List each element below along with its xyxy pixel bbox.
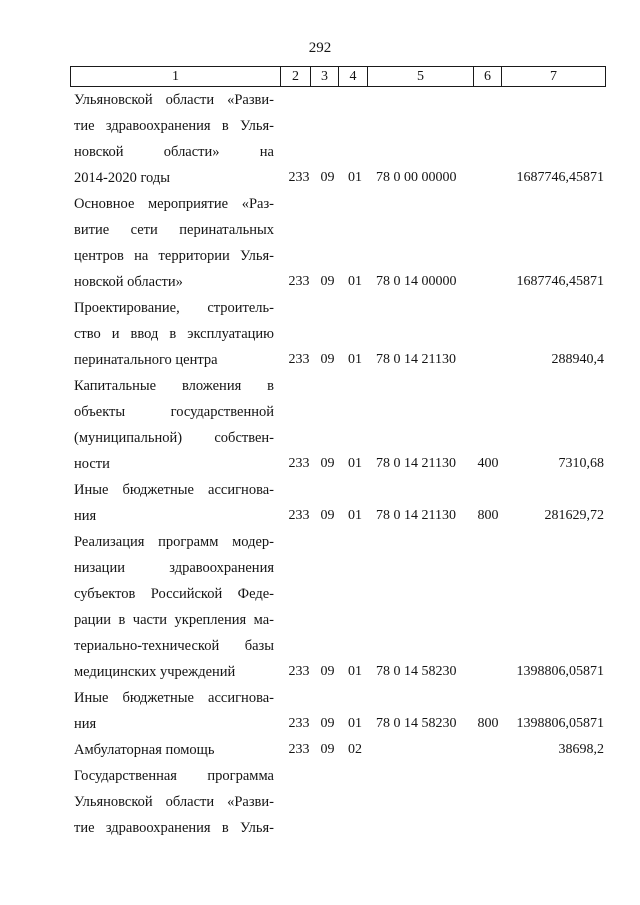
row-description: ство и ввод в эксплуатацию [74, 326, 274, 342]
cell-col-3: 09 [320, 664, 335, 679]
row-line [0, 165, 640, 191]
row-description: (муниципальной) собствен- [74, 430, 274, 446]
table-row [0, 529, 640, 685]
row-description: 2014-2020 годы [74, 170, 170, 186]
cell-col-5: 78 0 14 21130 [376, 508, 456, 523]
row-line [0, 763, 640, 789]
cell-col-2: 233 [288, 456, 310, 471]
row-line [0, 633, 640, 659]
row-description: новской области» на [74, 144, 274, 160]
row-description: Иные бюджетные ассигнова- [74, 482, 274, 498]
cell-col-7: 1687746,45871 [516, 274, 604, 289]
cell-col-4: 01 [348, 716, 362, 731]
row-line [0, 789, 640, 815]
budget-rows [0, 87, 640, 841]
row-line [0, 399, 640, 425]
cell-col-6: 800 [477, 508, 499, 523]
cell-col-5: 78 0 14 00000 [376, 274, 457, 289]
row-description: медицинских учреждений [74, 664, 236, 680]
column-header-row [71, 67, 606, 87]
cell-col-6: 400 [477, 456, 499, 471]
row-line [0, 295, 640, 321]
table-row [0, 477, 640, 529]
cell-col-2: 233 [288, 664, 310, 679]
row-description: Проектирование, строитель- [74, 300, 274, 316]
cell-col-4: 01 [348, 352, 362, 367]
row-line [0, 113, 640, 139]
cell-col-3: 09 [320, 170, 335, 185]
row-line [0, 659, 640, 685]
row-line [0, 191, 640, 217]
column-header-5: 5 [368, 67, 474, 87]
column-header-4: 4 [339, 67, 368, 87]
cell-col-7: 7310,68 [558, 456, 604, 471]
row-description: ния [74, 716, 97, 732]
table-row [0, 191, 640, 295]
row-description: тие здравоохранения в Улья- [74, 820, 274, 836]
row-description: ния [74, 508, 97, 524]
cell-col-2: 233 [288, 274, 310, 289]
row-line [0, 243, 640, 269]
page-number: 292 [308, 40, 332, 56]
cell-col-4: 02 [348, 742, 362, 757]
row-line [0, 477, 640, 503]
row-line [0, 139, 640, 165]
row-description: териально-технической базы [74, 638, 274, 654]
cell-col-7: 1687746,45871 [516, 170, 604, 185]
row-description: объекты государственной [74, 404, 274, 420]
table-row [0, 685, 640, 737]
cell-col-2: 233 [288, 508, 310, 523]
row-line [0, 555, 640, 581]
row-description: центров на территории Улья- [74, 248, 274, 264]
row-description: Реализация программ модер- [74, 534, 274, 550]
row-line [0, 529, 640, 555]
row-description: новской области» [74, 274, 183, 290]
cell-col-3: 09 [320, 508, 335, 523]
row-line [0, 347, 640, 373]
cell-col-2: 233 [288, 170, 310, 185]
row-line [0, 425, 640, 451]
row-description: тие здравоохранения в Улья- [74, 118, 274, 134]
table-row [0, 87, 640, 191]
row-line [0, 607, 640, 633]
row-description: Ульяновской области «Разви- [74, 794, 274, 810]
cell-col-4: 01 [348, 274, 362, 289]
row-description: Ульяновской области «Разви- [74, 92, 274, 108]
row-line [0, 373, 640, 399]
column-header-3: 3 [311, 67, 339, 87]
row-line [0, 737, 640, 763]
row-description: низации здравоохранения [74, 560, 274, 576]
row-description: Капитальные вложения в [74, 378, 274, 394]
cell-col-7: 1398806,05871 [516, 664, 604, 679]
cell-col-7: 281629,72 [544, 508, 604, 523]
cell-col-7: 288940,4 [551, 352, 604, 367]
cell-col-7: 38698,2 [558, 742, 604, 757]
column-header-1: 1 [71, 67, 281, 87]
column-header-2: 2 [281, 67, 311, 87]
cell-col-5: 78 0 00 00000 [376, 170, 457, 185]
row-line [0, 451, 640, 477]
table-row [0, 737, 640, 763]
table-row [0, 295, 640, 373]
row-line [0, 711, 640, 737]
row-line [0, 321, 640, 347]
cell-col-4: 01 [348, 456, 362, 471]
column-header-6: 6 [474, 67, 502, 87]
cell-col-5: 78 0 14 58230 [376, 664, 457, 679]
row-description: перинатального центра [74, 352, 218, 368]
cell-col-2: 233 [288, 352, 310, 367]
row-description: субъектов Российской Феде- [74, 586, 274, 602]
row-line [0, 503, 640, 529]
cell-col-5: 78 0 14 21130 [376, 352, 456, 367]
row-line [0, 87, 640, 113]
cell-col-4: 01 [348, 508, 362, 523]
cell-col-6: 800 [477, 716, 499, 731]
row-line [0, 815, 640, 841]
column-header-table [70, 66, 606, 87]
row-description: ности [74, 456, 110, 472]
cell-col-3: 09 [320, 456, 335, 471]
cell-col-4: 01 [348, 664, 362, 679]
cell-col-2: 233 [288, 716, 310, 731]
row-description: Амбулаторная помощь [74, 742, 215, 758]
cell-col-3: 09 [320, 352, 335, 367]
cell-col-3: 09 [320, 274, 335, 289]
cell-col-4: 01 [348, 170, 362, 185]
row-line [0, 269, 640, 295]
cell-col-3: 09 [320, 742, 335, 757]
table-row [0, 763, 640, 841]
cell-col-5: 78 0 14 21130 [376, 456, 456, 471]
cell-col-3: 09 [320, 716, 335, 731]
table-row [0, 373, 640, 477]
row-description: Государственная программа [74, 768, 274, 784]
cell-col-2: 233 [288, 742, 310, 757]
cell-col-5: 78 0 14 58230 [376, 716, 457, 731]
row-line [0, 581, 640, 607]
column-header-7: 7 [502, 67, 606, 87]
row-description: рации в части укрепления ма- [74, 612, 274, 628]
row-description: Основное мероприятие «Раз- [74, 196, 274, 212]
row-line [0, 685, 640, 711]
cell-col-7: 1398806,05871 [516, 716, 604, 731]
row-description: витие сети перинатальных [74, 222, 274, 238]
row-line [0, 217, 640, 243]
row-description: Иные бюджетные ассигнова- [74, 690, 274, 706]
